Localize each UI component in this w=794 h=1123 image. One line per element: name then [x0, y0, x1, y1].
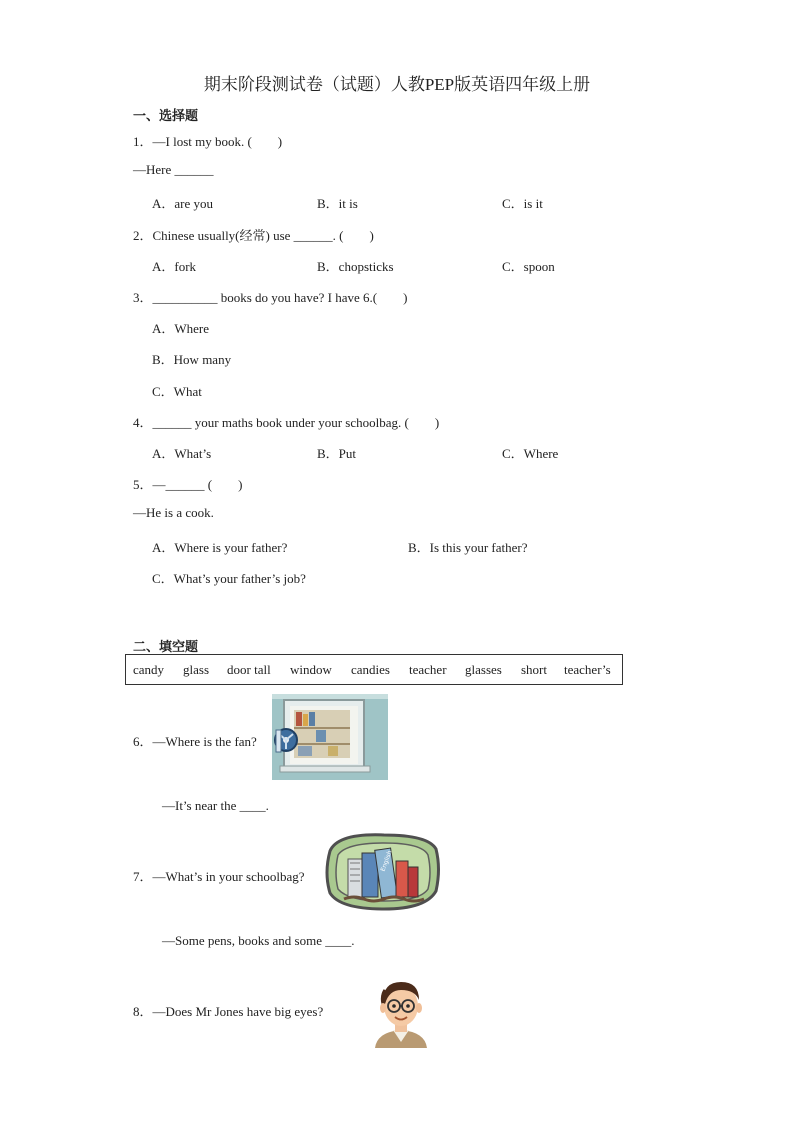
question-4-option-b: B．Put [317, 446, 357, 461]
question-7-stem: 7．—What’s in your schoolbag? [133, 869, 305, 884]
question-1-option-b: B．it is [317, 196, 358, 211]
question-4-option-a: A．What’s [152, 446, 212, 461]
question-1-line2: —Here ______ [133, 162, 214, 177]
book-cover-text: English [379, 849, 394, 873]
question-4-stem: 4．______ your maths book under your schoolbag. ( ) [133, 415, 440, 430]
word-bank-item: teacher [409, 662, 447, 677]
question-8-stem: 8．—Does Mr Jones have big eyes? [133, 1004, 324, 1019]
question-2-option-c: C．spoon [502, 259, 555, 274]
question-5-option-c: C．What’s your father’s job? [152, 571, 306, 586]
question-2-option-b: B．chopsticks [317, 259, 394, 274]
question-7-answer: —Some pens, books and some ____. [162, 933, 355, 948]
question-3-stem: 3．__________ books do you have? I have 6.( ) [133, 290, 408, 305]
question-1-option-a: A．are you [152, 196, 214, 211]
question-5-option-a: A．Where is your father? [152, 540, 288, 555]
question-1-option-c: C．is it [502, 196, 543, 211]
question-3-option-c: C．What [152, 384, 202, 399]
question-5-option-b: B．Is this your father? [408, 540, 528, 555]
question-3-option-a: A．Where [152, 321, 210, 336]
word-bank-item: door tall [227, 662, 271, 677]
word-bank-item: candy [133, 662, 165, 677]
question-5-stem: 5．—______ ( ) [133, 477, 243, 492]
question-6-answer: —It’s near the ____. [162, 798, 269, 813]
mr-jones-illustration [371, 976, 431, 1048]
word-bank-item: glasses [465, 662, 502, 677]
question-6-stem: 6．—Where is the fan? [133, 734, 257, 749]
section-heading-fill: 二、填空题 [133, 639, 199, 654]
page-title: 期末阶段测试卷（试题）人教PEP版英语四年级上册 [203, 75, 591, 94]
question-5-line2: —He is a cook. [133, 505, 214, 520]
word-bank-item: glass [183, 662, 209, 677]
question-4-option-c: C．Where [502, 446, 559, 461]
word-bank-item: window [290, 662, 332, 677]
question-2-option-a: A．fork [152, 259, 197, 274]
word-bank [125, 654, 623, 685]
question-1-stem: 1．—I lost my book. ( ) [133, 134, 283, 149]
section-heading-choice: 一、选择题 [133, 108, 199, 123]
word-bank-item: teacher’s [564, 662, 611, 677]
word-bank-item: candies [351, 662, 390, 677]
question-2-stem: 2．Chinese usually(经常) use ______. ( ) [133, 228, 374, 243]
window-fan-illustration [272, 694, 388, 780]
question-3-option-b: B．How many [152, 352, 232, 367]
schoolbag-books-illustration [324, 829, 441, 913]
word-bank-item: short [521, 662, 547, 677]
